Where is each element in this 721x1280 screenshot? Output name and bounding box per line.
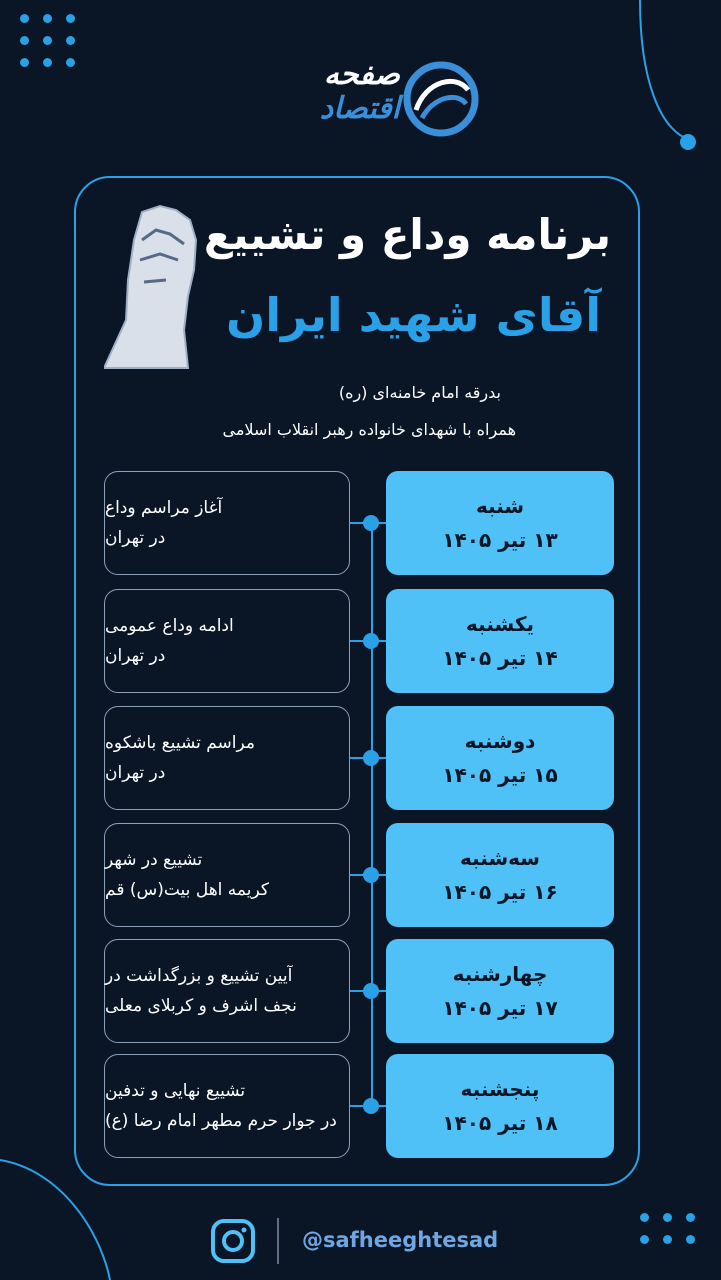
event-line1: آیین تشییع و بزرگداشت در bbox=[105, 966, 293, 986]
footer-divider bbox=[277, 1218, 279, 1264]
event-line1: تشییع در شهر bbox=[105, 850, 203, 870]
timeline-node bbox=[363, 633, 379, 649]
main-title-highlight: آقای شهید ایران bbox=[226, 288, 601, 342]
brand-logo bbox=[240, 58, 480, 140]
date-box bbox=[386, 823, 614, 927]
event-description bbox=[104, 1054, 350, 1158]
date-box bbox=[386, 1054, 614, 1158]
logo-text-line2: اقتصاد bbox=[319, 91, 400, 126]
event-line2: در تهران bbox=[105, 763, 166, 783]
day-name: چهارشنبه bbox=[452, 962, 548, 986]
day-name: پنجشنبه bbox=[460, 1077, 540, 1101]
timeline-node bbox=[363, 515, 379, 531]
schedule-row bbox=[104, 589, 614, 695]
social-handle[interactable]: @safheeghtesad bbox=[302, 1228, 499, 1252]
event-line2: کریمه اهل بیت(س) قم bbox=[105, 880, 269, 900]
dot-grid-bottom-right bbox=[640, 1213, 696, 1244]
event-line2: در تهران bbox=[105, 528, 166, 548]
event-description bbox=[104, 589, 350, 693]
date-label: ۱۷ تیر ۱۴۰۵ bbox=[442, 996, 558, 1020]
date-box bbox=[386, 706, 614, 810]
date-label: ۱۵ تیر ۱۴۰۵ bbox=[442, 763, 558, 787]
main-title: برنامه وداع و تشییع bbox=[203, 210, 611, 259]
event-description bbox=[104, 823, 350, 927]
timeline-node bbox=[363, 983, 379, 999]
timeline-node bbox=[363, 1098, 379, 1114]
raised-fist-icon bbox=[104, 200, 214, 370]
timeline-node bbox=[363, 750, 379, 766]
timeline-node bbox=[363, 867, 379, 883]
event-line2: در جوار حرم مطهر امام رضا (ع) bbox=[105, 1111, 337, 1131]
event-line2: در تهران bbox=[105, 646, 166, 666]
decor-dot-top-right bbox=[680, 134, 696, 150]
date-label: ۱۳ تیر ۱۴۰۵ bbox=[442, 528, 558, 552]
subtitle-line1: بدرقه امام خامنه‌ای (ره) bbox=[338, 383, 501, 402]
logo-swirl-icon bbox=[402, 60, 480, 138]
event-line1: ادامه وداع عمومی bbox=[105, 616, 234, 636]
schedule-row bbox=[104, 471, 614, 577]
date-label: ۱۴ تیر ۱۴۰۵ bbox=[442, 646, 558, 670]
schedule-row bbox=[104, 823, 614, 929]
event-line1: مراسم تشییع باشکوه bbox=[105, 733, 256, 753]
instagram-icon[interactable] bbox=[210, 1218, 256, 1264]
day-name: یکشنبه bbox=[466, 612, 534, 636]
date-label: ۱۸ تیر ۱۴۰۵ bbox=[442, 1111, 558, 1135]
date-label: ۱۶ تیر ۱۴۰۵ bbox=[442, 880, 558, 904]
day-name: سه‌شنبه bbox=[460, 846, 540, 870]
event-line2: نجف اشرف و کربلای معلی bbox=[105, 996, 297, 1016]
date-box bbox=[386, 589, 614, 693]
logo-text-line1: صفحه bbox=[323, 57, 400, 92]
dot-grid-top-left bbox=[20, 14, 76, 67]
schedule-row bbox=[104, 1054, 614, 1160]
date-box bbox=[386, 471, 614, 575]
subtitle-line2: همراه با شهدای خانواده رهبر انقلاب اسلامی bbox=[222, 420, 516, 439]
day-name: شنبه bbox=[475, 494, 525, 518]
event-description bbox=[104, 706, 350, 810]
schedule-row bbox=[104, 939, 614, 1045]
day-name: دوشنبه bbox=[464, 729, 536, 753]
event-line1: تشییع نهایی و تدفین bbox=[105, 1081, 246, 1101]
event-line1: آغاز مراسم وداع bbox=[105, 498, 223, 518]
date-box bbox=[386, 939, 614, 1043]
schedule-row bbox=[104, 706, 614, 812]
event-description bbox=[104, 471, 350, 575]
event-description bbox=[104, 939, 350, 1043]
